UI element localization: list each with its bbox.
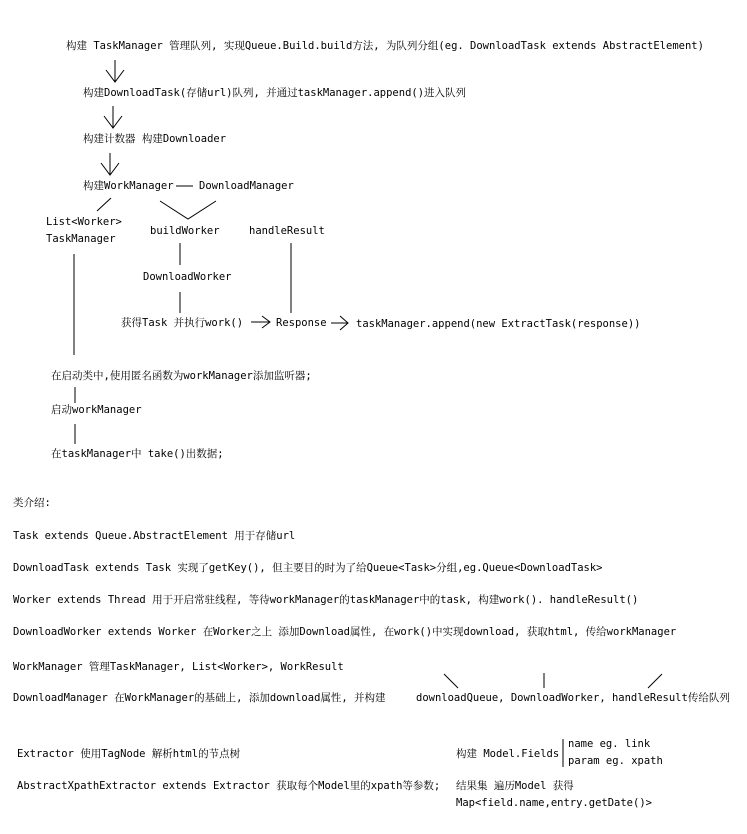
branch-to-buildworker (160, 201, 216, 219)
annotation-stroke-handleresult (648, 674, 662, 688)
arrow-work-to-response (251, 316, 270, 328)
model-fields-label: 构建 Model.Fields (456, 748, 560, 760)
class-download-worker: DownloadWorker extends Worker 在Worker之上 添加Download属性, 在work()中实现download, 获取html, 传给workManager (13, 626, 677, 638)
get-task-execute-work: 获得Task 并执行work() (121, 317, 244, 329)
build-worker-label: buildWorker (150, 225, 220, 237)
arrow-step3-to-step4 (101, 153, 119, 175)
step-build-downloadtask-queue: 构建DownloadTask(存储url)队列, 并通过taskManager.append()进入队列 (83, 87, 467, 99)
branch-to-list-worker (97, 198, 111, 211)
arrow-step2-to-step3 (104, 106, 122, 128)
start-workmanager-note: 启动workManager (51, 404, 142, 416)
class-extractor: Extractor 使用TagNode 解析html的节点树 (17, 748, 241, 760)
field-param-row: param eg. xpath (568, 755, 663, 767)
arrow-step1-to-step2 (106, 60, 124, 82)
step-build-workmanager: 构建WorkManager (83, 180, 174, 192)
field-name-row: name eg. link (568, 738, 651, 750)
class-intro-heading: 类介绍: (13, 497, 51, 509)
class-download-task: DownloadTask extends Task 实现了getKey(), 但主要目的时为了给Queue<Task>分组,eg.Queue<DownloadTask> (13, 562, 603, 574)
download-worker-label: DownloadWorker (143, 271, 232, 283)
class-worker: Worker extends Thread 用于开启常驻线程, 等待workManager的taskManager中的task, 构建work(). handleResult() (13, 594, 639, 606)
response-label: Response (276, 317, 327, 329)
startup-listener-note: 在启动类中,使用匿名函数为workManager添加监听器; (51, 370, 312, 382)
class-xpath-extractor: AbstractXpathExtractor extends Extractor 获取每个Model里的xpath等参数; (17, 780, 441, 792)
class-download-manager-targets: downloadQueue, DownloadWorker, handleResult传给队列 (416, 692, 730, 704)
class-work-manager: WorkManager 管理TaskManager, List<Worker>, WorkResult (13, 661, 344, 673)
annotation-stroke-downloadqueue (444, 674, 458, 688)
step-build-taskmanager: 构建 TaskManager 管理队列, 实现Queue.Build.build方法, 为队列分组(eg. DownloadTask extends AbstractElement) (66, 40, 704, 52)
download-manager-label: DownloadManager (199, 180, 294, 192)
arrow-response-to-append (331, 316, 348, 330)
result-map-label: Map<field.name,entry.getDate()> (456, 797, 652, 809)
task-manager-label: TaskManager (46, 233, 116, 245)
class-task: Task extends Queue.AbstractElement 用于存储url (13, 530, 296, 542)
handle-result-label: handleResult (249, 225, 325, 237)
append-extract-task: taskManager.append(new ExtractTask(response)) (356, 318, 641, 330)
take-data-note: 在taskManager中 take()出数据; (51, 448, 224, 460)
list-worker-label: List<Worker> (46, 216, 122, 228)
result-set-label: 结果集 遍历Model 获得 (456, 780, 574, 792)
class-download-manager: DownloadManager 在WorkManager的基础上, 添加download属性, 并构建 (13, 692, 386, 704)
step-build-counter-downloader: 构建计数器 构建Downloader (83, 133, 227, 145)
